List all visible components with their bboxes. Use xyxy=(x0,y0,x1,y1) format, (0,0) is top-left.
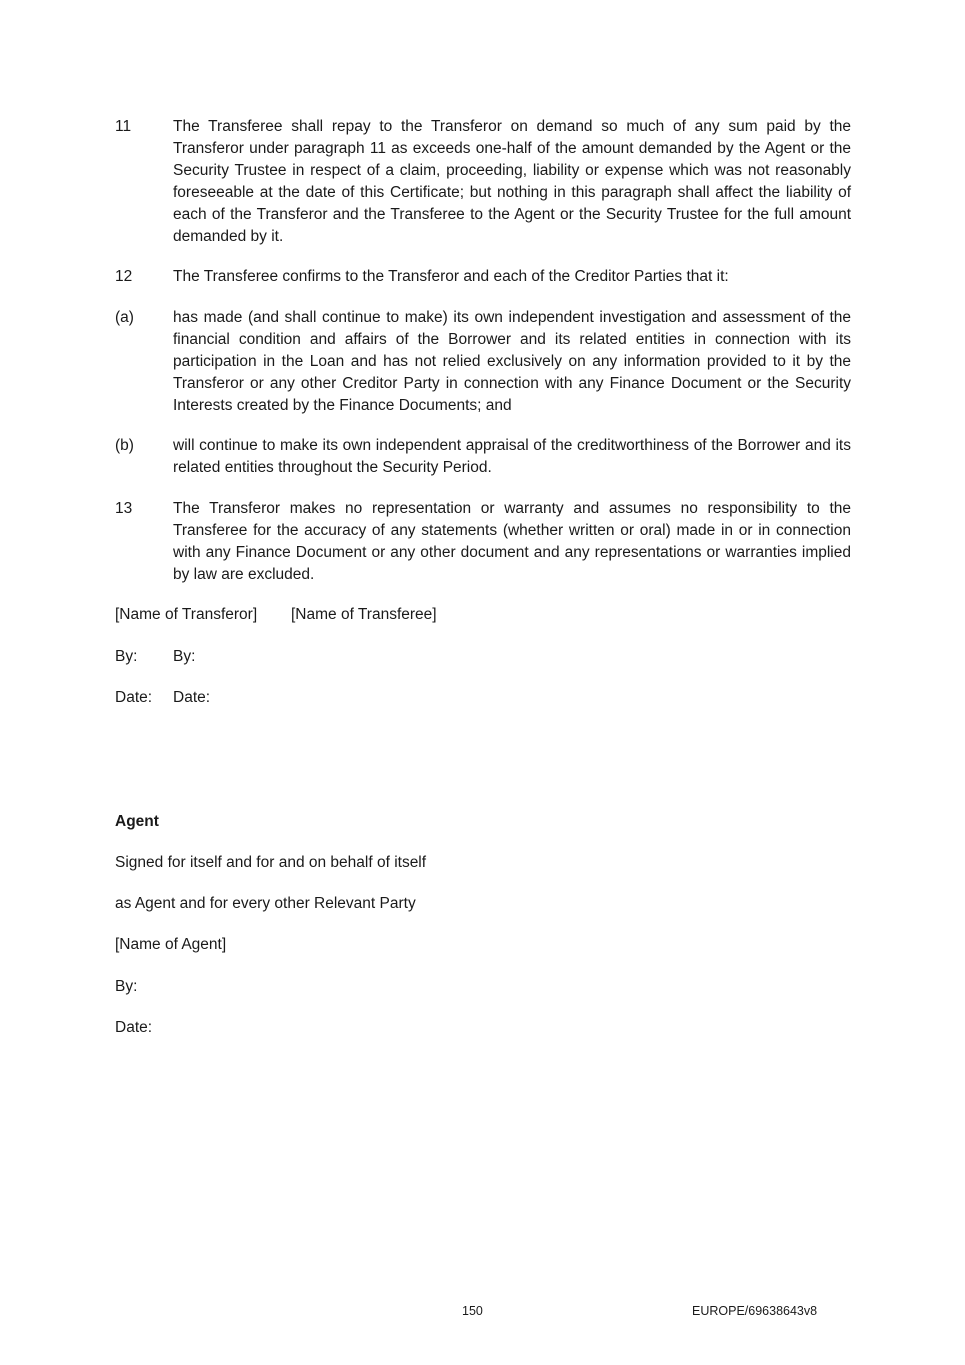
clause-text: The Transferee shall repay to the Transferor on demand so much of any sum paid by the Transferor under paragraph 11 as exceeds one-half of the amount demanded by the Agent or the Security Trustee in respect of a claim, proceeding, liability or expense which was not reasonably foreseeable at the date of this Certificate; but nothing in this paragraph shall affect the liability of each of the Transferor and the Transferee to the Agent or the Security Trustee for the full amount demanded by it. xyxy=(173,118,851,245)
clause-text: has made (and shall continue to make) its own independent investigation and assessment of the financial condition and affairs of the Borrower and its related entities in connection with its participation in the Loan and has not relied exclusively on any information provided to it by the Transferor or any other Creditor Party in connection with any Finance Document or the Security Interests created by the Finance Documents; and xyxy=(173,309,851,414)
clause-number: 11 xyxy=(115,118,132,135)
clause-number: (b) xyxy=(115,437,134,454)
clause-number: 12 xyxy=(115,268,133,285)
agent-by-label: By: xyxy=(115,978,138,995)
agent-name: [Name of Agent] xyxy=(115,936,227,953)
clause-text: The Transferee confirms to the Transferor and each of the Creditor Parties that it: xyxy=(173,268,729,285)
agent-date-label: Date: xyxy=(115,1019,153,1036)
transferee-date-label: Date: xyxy=(173,689,211,706)
clause-number: (a) xyxy=(115,309,134,326)
signature-by-row xyxy=(115,646,196,668)
document-reference: EUROPE/69638643v8 xyxy=(692,1304,818,1318)
clause-13 xyxy=(115,498,851,586)
page-number: 150 xyxy=(462,1304,483,1318)
transferee-name: [Name of Transferee] xyxy=(291,606,437,623)
transferor-by-label: By: xyxy=(115,648,138,665)
agent-heading: Agent xyxy=(115,813,159,830)
clause-b xyxy=(115,435,851,479)
transferor-date-label: Date: xyxy=(115,689,153,706)
clause-a xyxy=(115,307,851,417)
signature-names-row xyxy=(115,604,437,626)
clause-11 xyxy=(115,116,851,248)
clause-number: 13 xyxy=(115,500,133,517)
clause-text: The Transferor makes no representation or warranty and assumes no responsibility to the Transferee for the accuracy of any statements (whether written or oral) made in or in connection with any Finance Document or any other document and any representations or warranties implied by law are excluded. xyxy=(173,500,851,583)
agent-capacity-line: as Agent and for every other Relevant Party xyxy=(115,895,416,912)
transferor-name: [Name of Transferor] xyxy=(115,606,258,623)
agent-signed-line: Signed for itself and for and on behalf of itself xyxy=(115,854,427,871)
clause-12 xyxy=(115,266,851,288)
clause-text: will continue to make its own independent appraisal of the creditworthiness of the Borrower and its related entities throughout the Security Period. xyxy=(173,437,851,476)
transferee-by-label: By: xyxy=(173,648,196,665)
signature-date-row xyxy=(115,687,211,709)
